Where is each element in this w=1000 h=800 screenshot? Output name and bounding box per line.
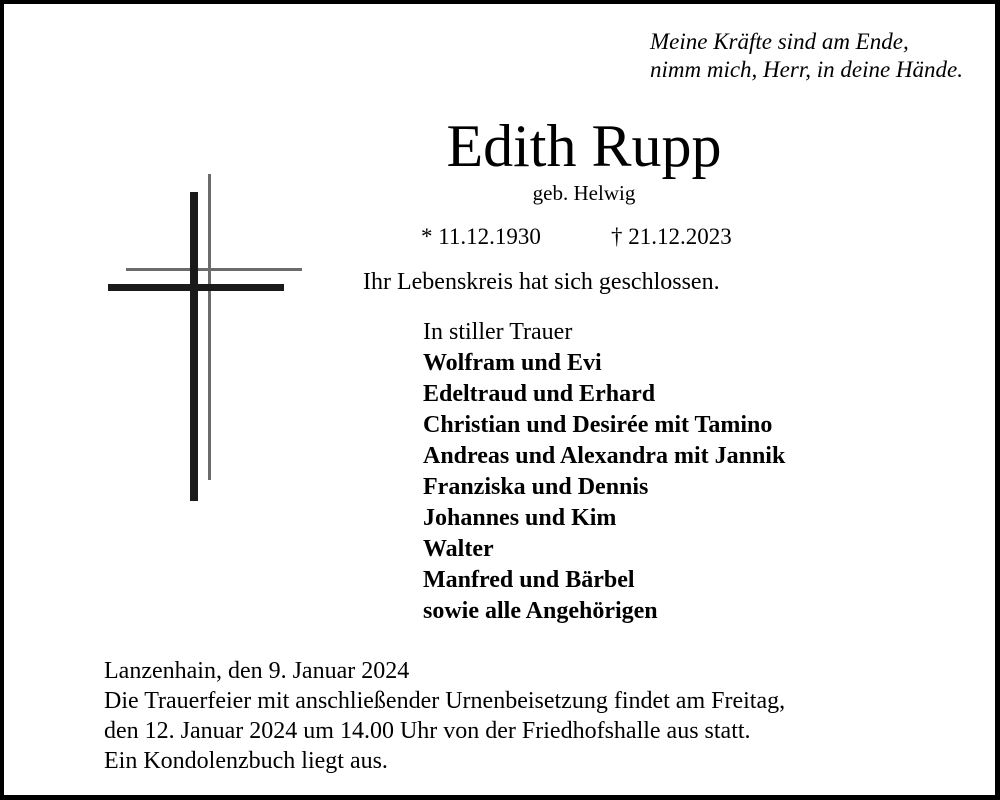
mourner-name: Wolfram und Evi xyxy=(423,350,602,376)
condolence-note: Ein Kondolenzbuch liegt aus. xyxy=(104,748,388,774)
motto-line-1: Meine Kräfte sind am Ende, xyxy=(649,29,909,54)
place-date: Lanzenhain, den 9. Januar 2024 xyxy=(104,658,410,684)
mourner-name: Franziska und Dennis xyxy=(423,474,649,500)
mourner-name: Walter xyxy=(423,536,494,562)
cross-icon xyxy=(100,170,310,510)
mourner-name: Andreas und Alexandra mit Jannik xyxy=(423,443,786,469)
mourner-name: Manfred und Bärbel xyxy=(423,567,635,593)
birth-date: * 11.12.1930 xyxy=(421,224,541,249)
deceased-name: Edith Rupp xyxy=(446,113,722,179)
verse-text: Ihr Lebenskreis hat sich geschlossen. xyxy=(363,269,720,295)
motto-line-2: nimm mich, Herr, in deine Hände. xyxy=(649,57,963,82)
funeral-info-line-1: Die Trauerfeier mit anschließender Urnenbeisetzung findet am Freitag, xyxy=(104,688,786,714)
mourner-name: Christian und Desirée mit Tamino xyxy=(423,412,773,438)
motto-verse xyxy=(650,28,963,84)
mourners-list xyxy=(423,317,785,627)
mourners-intro: In stiller Trauer xyxy=(423,319,573,345)
mourner-name: Johannes und Kim xyxy=(423,505,617,531)
closing-section xyxy=(104,656,785,776)
birth-name: geb. Helwig xyxy=(532,181,636,205)
mourner-name: sowie alle Angehörigen xyxy=(423,598,658,624)
mourner-name: Edeltraud und Erhard xyxy=(423,381,656,407)
death-date: † 21.12.2023 xyxy=(611,224,732,249)
funeral-info-line-2: den 12. Januar 2024 um 14.00 Uhr von der Friedhofshalle aus statt. xyxy=(104,718,751,744)
